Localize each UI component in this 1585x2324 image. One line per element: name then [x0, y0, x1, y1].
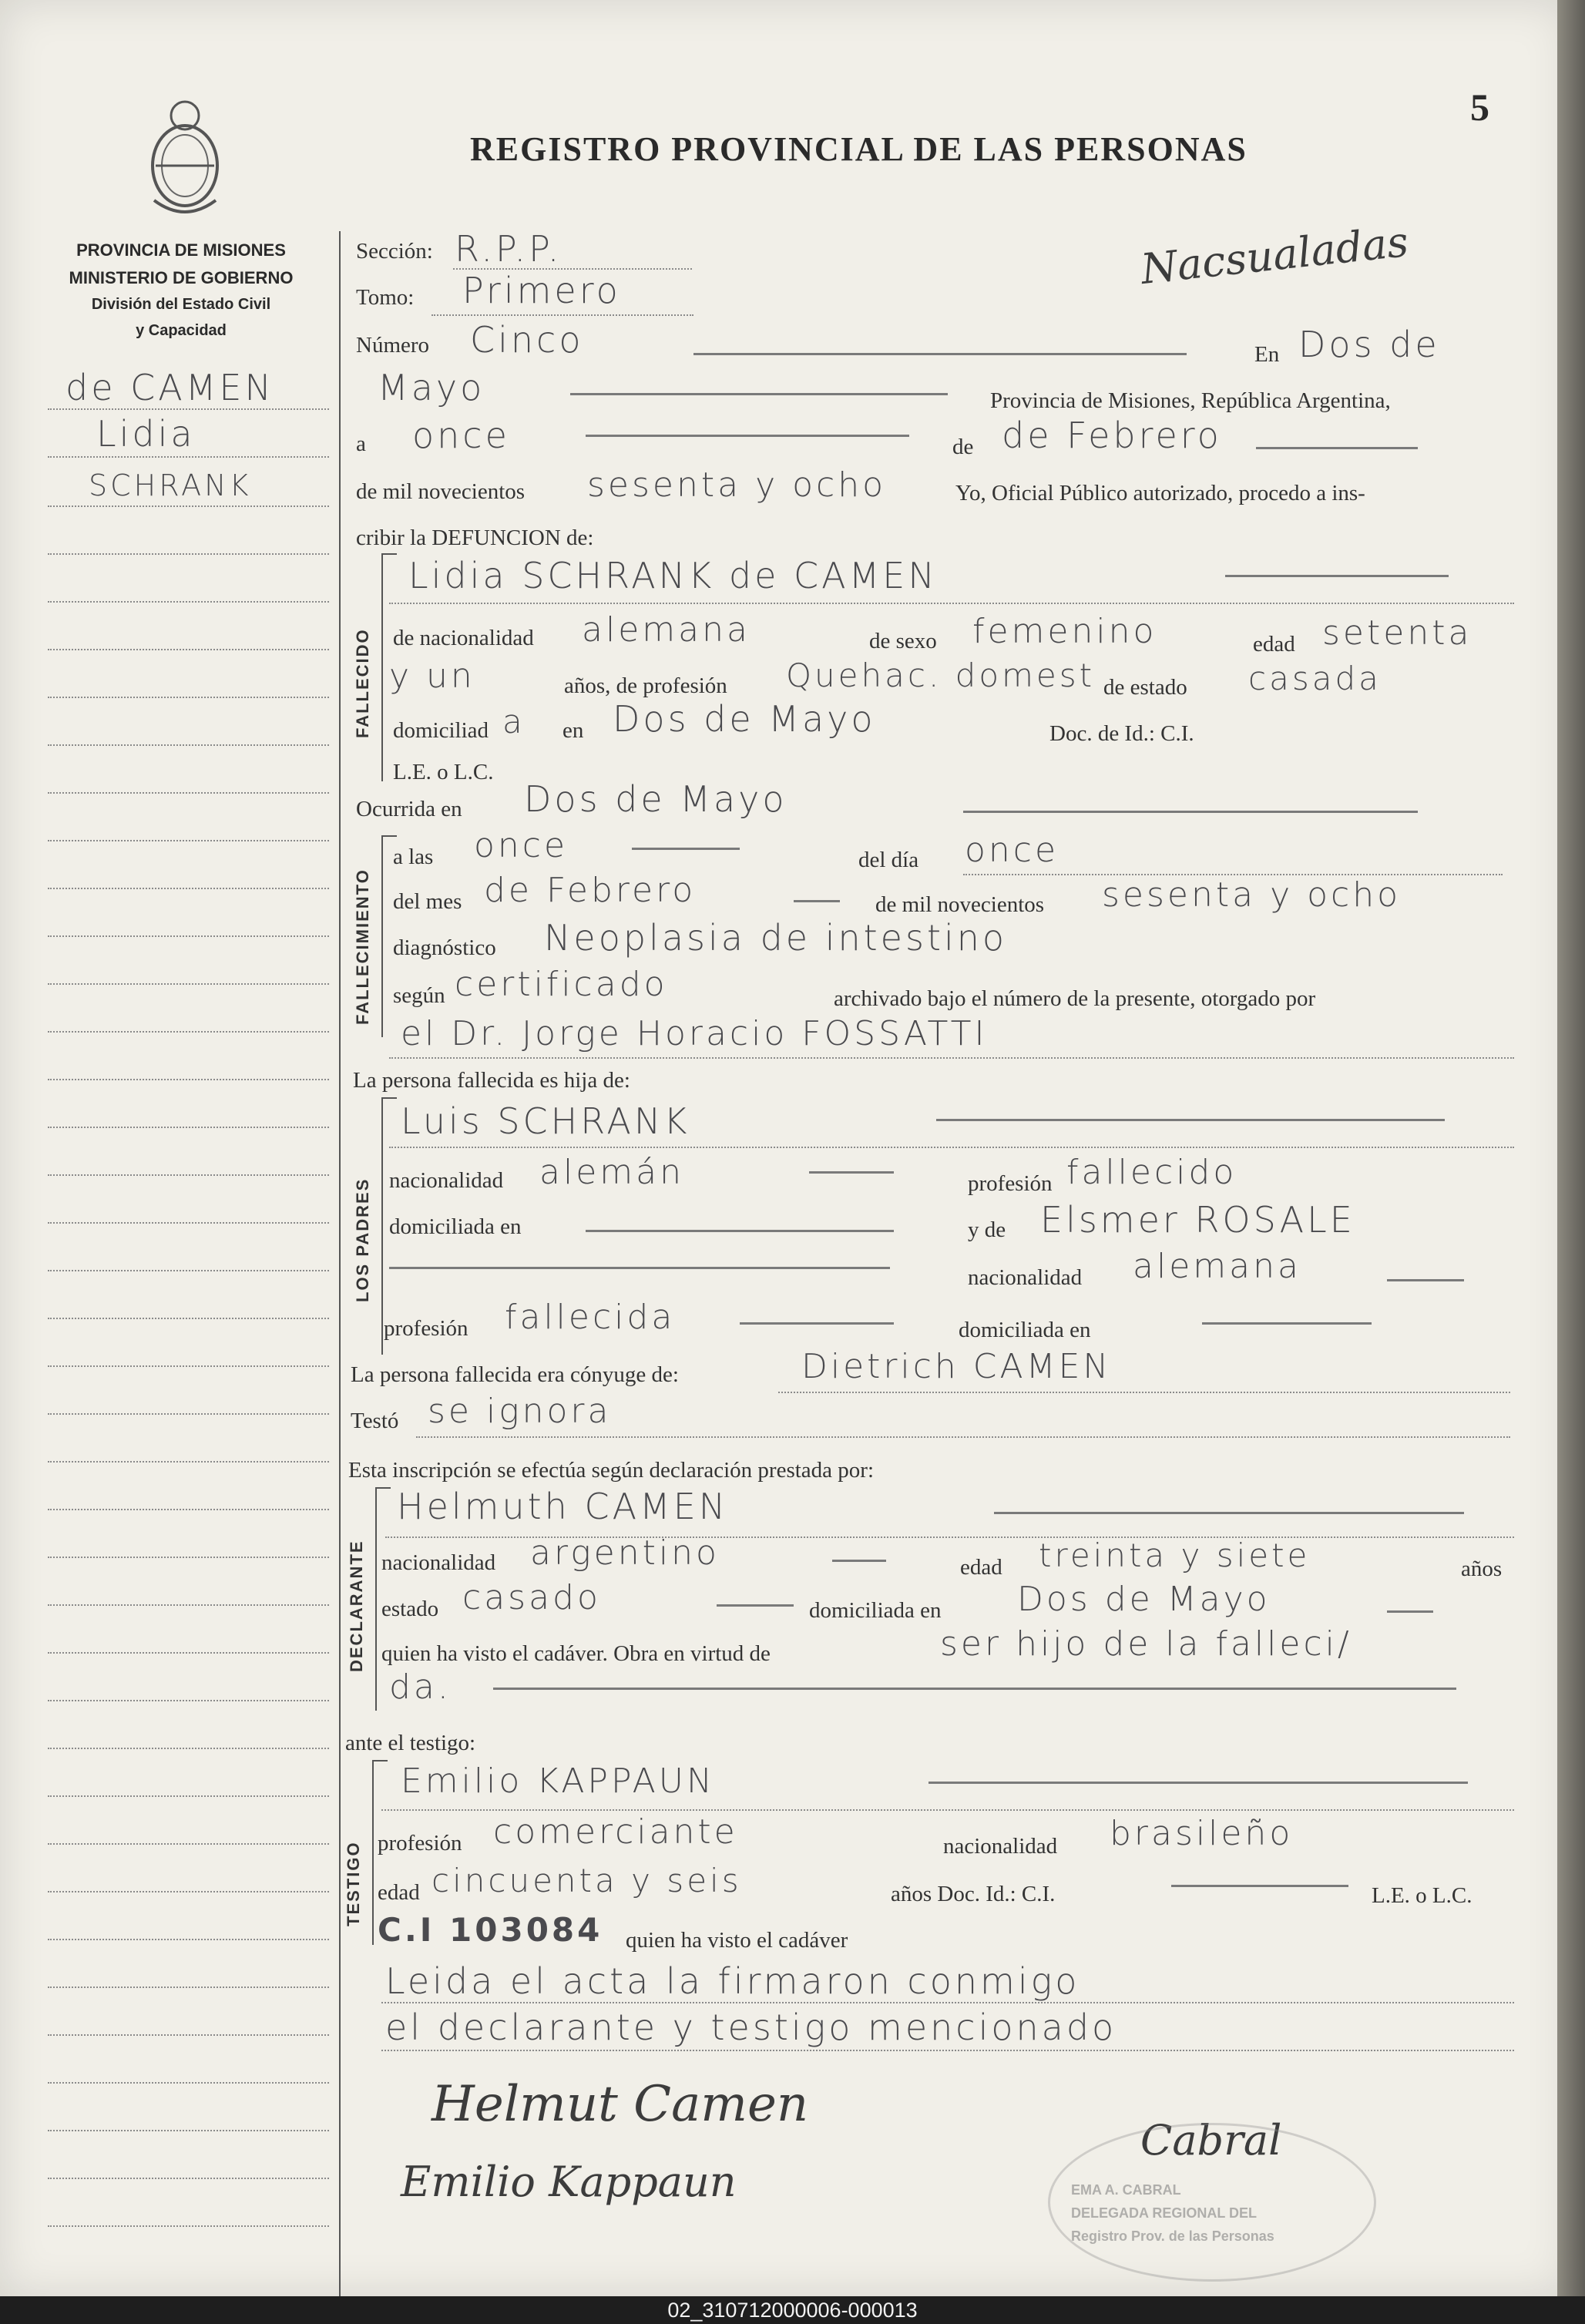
- label-domiciliada-en3: domiciliada en: [809, 1598, 942, 1623]
- label-a-las: a las: [393, 845, 434, 869]
- label-diagnostico: diagnóstico: [393, 935, 496, 960]
- value-madre: Elsmer ROSALE: [1040, 1199, 1355, 1241]
- fill-dash: [570, 393, 948, 395]
- value-edad2: y un: [389, 657, 475, 696]
- margin-line: [48, 2082, 329, 2084]
- label-hija-de: La persona fallecida es hija de:: [353, 1068, 630, 1093]
- field-line: [778, 1392, 1510, 1393]
- value-testigo-nac: brasileño: [1110, 1814, 1294, 1853]
- annotation-note: Nacsualadas: [1138, 217, 1411, 294]
- value-sexo: femenino: [972, 612, 1157, 651]
- section-bracket: [381, 1097, 383, 1355]
- fill-dash: [809, 1171, 894, 1174]
- margin-line: [48, 983, 329, 985]
- margin-line: [48, 2178, 329, 2179]
- fill-dash: [1202, 1322, 1372, 1325]
- margin-line: [48, 1174, 329, 1176]
- stamp-line3: Registro Prov. de las Personas: [1071, 2228, 1274, 2244]
- section-bracket: [381, 835, 397, 837]
- value-madre-prof: fallecida: [505, 1298, 676, 1337]
- margin-note-line1: de CAMEN: [65, 367, 274, 408]
- label-y-de: y de: [968, 1217, 1006, 1242]
- label-en2: en: [562, 718, 584, 743]
- label-de-mil2: de mil novecientos: [875, 892, 1045, 917]
- label-numero: Número: [356, 333, 430, 358]
- label-profesion-madre: profesión: [384, 1316, 468, 1341]
- value-declarante: Helmuth CAMEN: [397, 1486, 729, 1527]
- value-conyuge: Dietrich CAMEN: [801, 1347, 1112, 1386]
- margin-line: [48, 697, 329, 698]
- value-padre-prof: fallecido: [1066, 1153, 1237, 1192]
- value-medico: el Dr. Jorge Horacio FOSSATTI: [401, 1014, 988, 1053]
- margin-note-line3: SCHRANK: [89, 468, 252, 502]
- label-le-lc: L.E. o L.C.: [393, 760, 494, 784]
- value-decl-nac: argentino: [530, 1533, 720, 1573]
- page-title: REGISTRO PROVINCIAL DE LAS PERSONAS: [470, 130, 1248, 168]
- label-edad: edad: [1253, 632, 1295, 657]
- value-anio-fall: sesenta y ocho: [1102, 875, 1402, 915]
- margin-line: [48, 1413, 329, 1415]
- label-nacionalidad-madre: nacionalidad: [968, 1265, 1083, 1290]
- value-testigo-ci: C.I 103084: [378, 1911, 603, 1949]
- page-edge: [1557, 0, 1585, 2296]
- value-mes: de Febrero: [1002, 415, 1222, 456]
- margin-line: [48, 2225, 329, 2227]
- margin-line: [48, 1700, 329, 1701]
- label-profesion-padre: profesión: [968, 1171, 1053, 1196]
- fill-dash: [1387, 1610, 1433, 1613]
- label-edad-decl: edad: [960, 1555, 1002, 1580]
- label-anos-profesion: años, de profesión: [564, 673, 727, 698]
- value-padre-nac: alemán: [539, 1153, 684, 1192]
- label-nacionalidad-testigo: nacionalidad: [943, 1834, 1058, 1859]
- issuer-line4: y Capacidad: [136, 322, 227, 339]
- margin-line: [48, 935, 329, 937]
- label-anos-doc: años Doc. Id.: C.I.: [891, 1882, 1056, 1906]
- signature-declarante: Helmut Camen: [432, 2076, 809, 2133]
- section-bracket: [375, 1487, 391, 1489]
- field-line: [381, 1809, 1514, 1811]
- label-segun: según: [393, 983, 445, 1008]
- issuer-line2: MINISTERIO DE GOBIERNO: [69, 268, 294, 287]
- fill-dash: [1256, 447, 1418, 449]
- value-testigo-edad: cincuenta y seis: [432, 1862, 742, 1899]
- label-sexo: de sexo: [869, 629, 937, 653]
- margin-line: [48, 888, 329, 889]
- margin-line: [48, 1557, 329, 1558]
- margin-line: [48, 1986, 329, 1988]
- value-segun: certificado: [455, 965, 668, 1004]
- field-line: [389, 1147, 1514, 1148]
- value-numero: Cinco: [470, 319, 584, 361]
- label-quien-visto: quien ha visto el cadáver. Obra en virtud de: [381, 1641, 771, 1666]
- label-oficial: Yo, Oficial Público autorizado, procedo a ins-: [955, 481, 1365, 505]
- margin-line: [48, 1652, 329, 1654]
- label-profesion-testigo: profesión: [378, 1831, 462, 1856]
- fill-dash: [389, 1267, 890, 1269]
- label-seccion: Sección:: [356, 239, 433, 264]
- issuer-line1: PROVINCIA DE MISIONES: [76, 240, 286, 260]
- official-stamp: [1048, 2123, 1376, 2282]
- value-decl-domicilio: Dos de Mayo: [1017, 1580, 1271, 1619]
- value-lugar1: Dos de: [1298, 324, 1440, 365]
- margin-line: [48, 1795, 329, 1797]
- label-domiciliad: domiciliad: [393, 718, 489, 743]
- section-bracket: [381, 553, 383, 781]
- label-estado: de estado: [1103, 675, 1187, 700]
- stamp-line2: DELEGADA REGIONAL DEL: [1071, 2205, 1258, 2221]
- fill-dash: [586, 1230, 894, 1232]
- label-conyuge: La persona fallecida era cónyuge de:: [351, 1362, 679, 1387]
- stamp-line1: EMA A. CABRAL: [1071, 2182, 1181, 2198]
- label-anos-decl: años: [1461, 1557, 1503, 1581]
- value-testigo-prof: comerciante: [493, 1812, 738, 1852]
- margin-line: [48, 792, 329, 794]
- fill-dash: [994, 1512, 1464, 1514]
- side-label-declarante: DECLARANTE: [347, 1540, 366, 1672]
- signature-oficial: Cabral: [1140, 2116, 1282, 2164]
- fill-dash: [1387, 1279, 1464, 1281]
- value-decl-estado: casado: [462, 1578, 601, 1617]
- fill-dash: [929, 1782, 1468, 1784]
- label-ocurrida: Ocurrida en: [356, 797, 462, 821]
- margin-line: [48, 649, 329, 650]
- fill-dash: [717, 1604, 794, 1607]
- value-diagnostico: Neoplasia de intestino: [544, 917, 1008, 959]
- margin-line: [48, 505, 329, 507]
- label-de: de: [952, 435, 974, 459]
- value-domiciliada-suffix: a: [502, 703, 526, 741]
- margin-line: [48, 408, 329, 410]
- fill-dash: [832, 1560, 886, 1562]
- value-hora: once: [474, 826, 569, 865]
- label-a: a: [356, 432, 366, 456]
- issuer-line3: División del Estado Civil: [91, 296, 271, 313]
- value-edad1: setenta: [1322, 613, 1473, 653]
- label-archivado: archivado bajo el número de la presente, otorgado por: [834, 986, 1316, 1011]
- section-bracket: [381, 1097, 397, 1099]
- value-tomo: Primero: [462, 270, 621, 311]
- coat-of-arms-icon: [139, 92, 231, 216]
- label-ante-testigo: ante el testigo:: [345, 1731, 476, 1755]
- field-line: [389, 1057, 1514, 1059]
- label-tomo: Tomo:: [356, 285, 415, 310]
- margin-line: [48, 1604, 329, 1606]
- value-decl-virtud2: da.: [389, 1667, 452, 1707]
- margin-line: [48, 601, 329, 603]
- fill-dash: [936, 1119, 1445, 1121]
- value-dia-fall: once: [965, 831, 1059, 870]
- margin-line: [48, 1318, 329, 1319]
- label-quien-visto2: quien ha visto el cadáver: [626, 1928, 848, 1953]
- fill-dash: [586, 435, 909, 437]
- value-testo: se ignora: [428, 1392, 612, 1431]
- value-madre-nac: alemana: [1133, 1247, 1301, 1286]
- fill-dash: [693, 353, 1187, 355]
- field-line: [416, 1436, 1510, 1438]
- value-domicilio: Dos de Mayo: [613, 698, 876, 740]
- value-testigo: Emilio KAPPAUN: [401, 1761, 715, 1801]
- label-inscripcion: Esta inscripción se efectúa según declaración prestada por:: [348, 1458, 875, 1483]
- value-profesion: Quehac. domest: [786, 657, 1096, 694]
- label-del-mes: del mes: [393, 889, 462, 914]
- label-de-mil: de mil novecientos: [356, 479, 526, 504]
- margin-note-line2: Lidia: [96, 413, 196, 455]
- margin-divider: [339, 231, 341, 2296]
- margin-line: [48, 2034, 329, 2036]
- value-lugar2: Mayo: [378, 367, 485, 408]
- page-number: 5: [1470, 86, 1489, 129]
- value-ocurrida: Dos de Mayo: [524, 778, 787, 820]
- value-nacionalidad: alemana: [582, 610, 751, 650]
- side-label-fallecido: FALLECIDO: [353, 628, 372, 738]
- fill-dash: [1171, 1885, 1348, 1887]
- value-fallecido: Lidia SCHRANK de CAMEN: [408, 555, 938, 596]
- section-bracket: [375, 1487, 377, 1711]
- margin-line: [48, 1079, 329, 1080]
- margin-line: [48, 744, 329, 746]
- label-edad-testigo: edad: [378, 1880, 420, 1905]
- label-domiciliada-en2: domiciliada en: [959, 1318, 1091, 1342]
- margin-line: [48, 1222, 329, 1224]
- section-bracket: [372, 1760, 374, 1945]
- label-estado-decl: estado: [381, 1597, 439, 1621]
- margin-line: [48, 1031, 329, 1033]
- margin-line: [48, 1270, 329, 1271]
- field-line: [381, 2050, 1514, 2051]
- margin-line: [48, 1461, 329, 1463]
- footer-code: 02_310712000006-000013: [667, 2299, 918, 2322]
- fill-dash: [493, 1688, 1456, 1690]
- field-line: [389, 603, 1514, 604]
- section-bracket: [372, 1760, 388, 1761]
- label-del-dia: del día: [858, 848, 919, 872]
- label-nacionalidad-decl: nacionalidad: [381, 1550, 496, 1575]
- label-testo: Testó: [351, 1409, 399, 1433]
- margin-line: [48, 1939, 329, 1940]
- field-line: [381, 2002, 1514, 2003]
- fill-dash: [794, 900, 840, 902]
- value-decl-edad: treinta y siete: [1039, 1536, 1311, 1574]
- label-domiciliada-en: domiciliada en: [389, 1214, 522, 1239]
- value-mes-fall: de Febrero: [484, 871, 697, 910]
- margin-line: [48, 1748, 329, 1749]
- side-label-testigo: TESTIGO: [344, 1841, 363, 1926]
- value-estado: casada: [1248, 660, 1382, 697]
- fill-dash: [632, 848, 740, 850]
- margin-line: [48, 1891, 329, 1892]
- value-dia: once: [412, 415, 510, 456]
- label-provincia: Provincia de Misiones, República Argentina,: [990, 388, 1391, 413]
- margin-line: [48, 456, 329, 458]
- section-bracket: [381, 553, 397, 555]
- margin-line: [48, 2130, 329, 2131]
- label-nacionalidad-padre: nacionalidad: [389, 1168, 504, 1193]
- value-padre: Luis SCHRANK: [401, 1100, 690, 1142]
- fill-dash: [1225, 575, 1449, 577]
- margin-line: [48, 553, 329, 555]
- section-bracket: [381, 835, 383, 1037]
- margin-line: [48, 1509, 329, 1510]
- label-inscribir: cribir la DEFUNCION de:: [356, 526, 594, 550]
- value-anio: sesenta y ocho: [587, 465, 887, 505]
- margin-line: [48, 1843, 329, 1845]
- closing-line2: el declarante y testigo mencionado: [385, 2007, 1117, 2048]
- field-line: [432, 314, 693, 316]
- fill-dash: [963, 811, 1418, 813]
- label-en: En: [1254, 342, 1280, 367]
- signature-testigo: Emilio Kappaun: [401, 2158, 737, 2206]
- value-decl-virtud1: ser hijo de la falleci/: [940, 1624, 1352, 1664]
- side-label-padres: LOS PADRES: [353, 1177, 372, 1302]
- side-label-fallecimiento: FALLECIMIENTO: [353, 868, 372, 1025]
- margin-line: [48, 1365, 329, 1367]
- closing-line1: Leida el acta la firmaron conmigo: [385, 1960, 1080, 2002]
- margin-line: [48, 1127, 329, 1128]
- value-seccion: R.P.P.: [455, 228, 562, 270]
- label-doc: Doc. de Id.: C.I.: [1049, 721, 1194, 746]
- fill-dash: [740, 1322, 894, 1325]
- label-nacionalidad-f: de nacionalidad: [393, 626, 534, 650]
- label-le-lc2: L.E. o L.C.: [1372, 1883, 1473, 1908]
- margin-line: [48, 840, 329, 841]
